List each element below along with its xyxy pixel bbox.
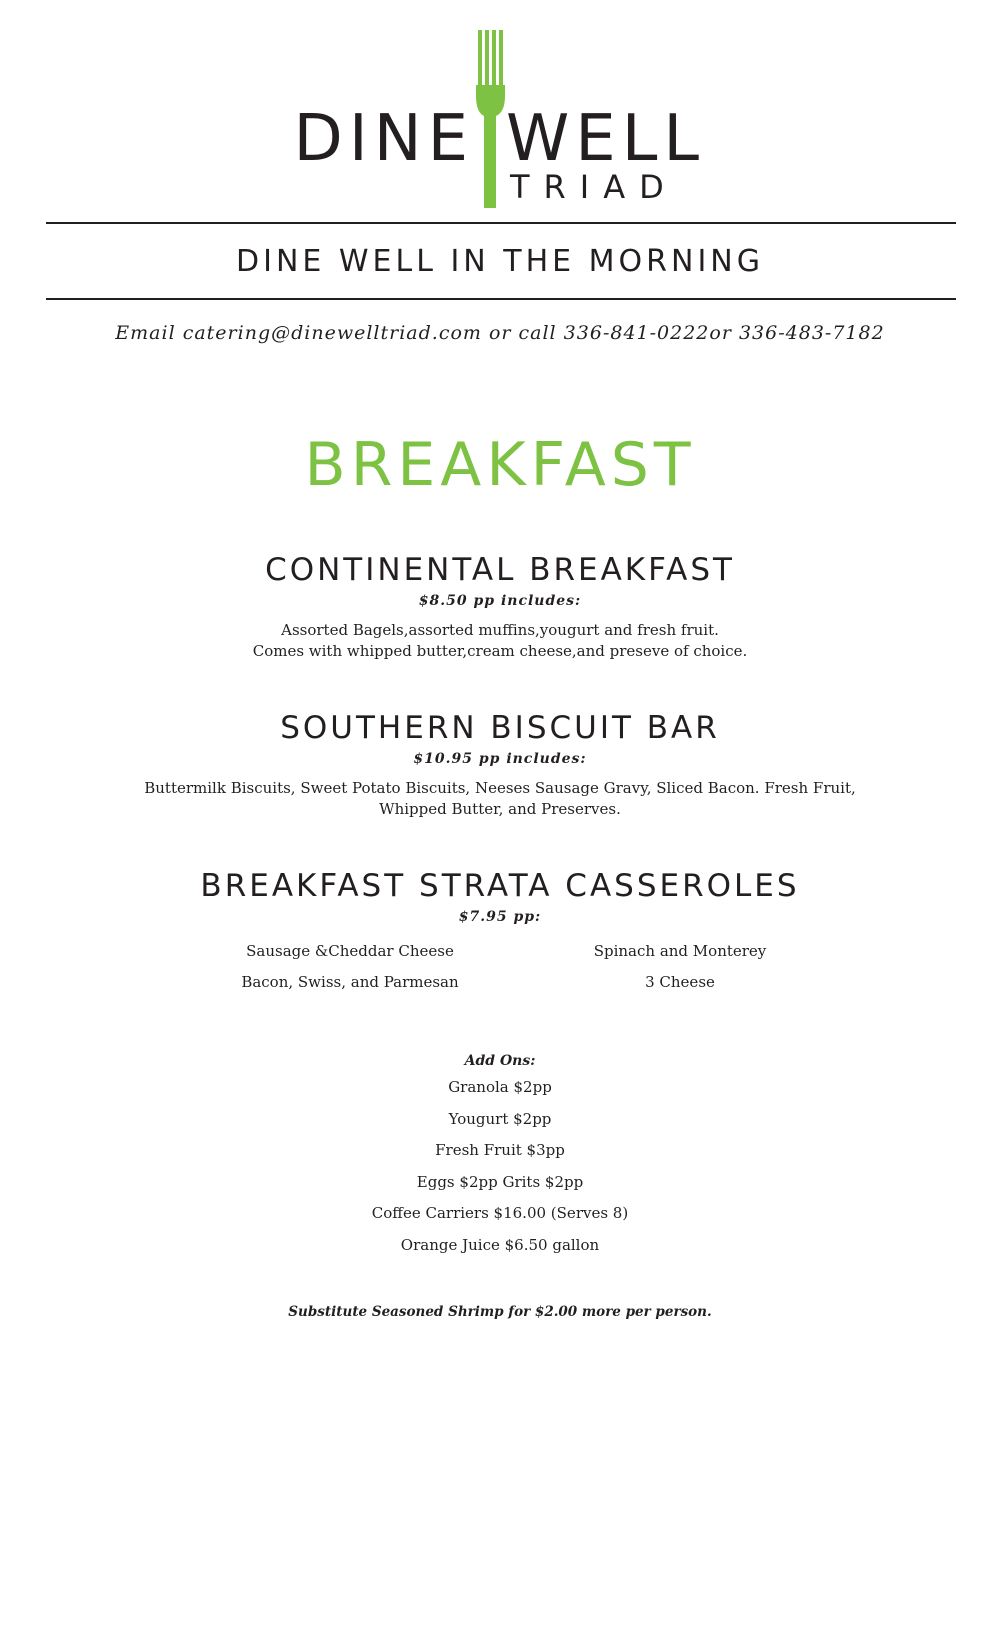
item-name: BREAKFAST STRATA CASSEROLES	[200, 868, 800, 904]
strata-option: Spinach and Monterey	[593, 942, 767, 960]
substitution-note: Substitute Seasoned Shrimp for $2.00 more per person.	[288, 1304, 712, 1320]
item-price: $8.50 pp includes:	[418, 593, 582, 609]
description-line: Assorted Bagels,assorted muffins,yougurt and fresh fruit.	[281, 621, 719, 639]
item-description	[0, 620, 1000, 662]
menu-item-strata	[0, 866, 1000, 928]
description-line: Buttermilk Biscuits, Sweet Potato Biscuits, Neeses Sausage Gravy, Sliced Bacon. Fresh Fruit,	[144, 779, 856, 797]
tagline: DINE WELL IN THE MORNING	[236, 244, 764, 279]
item-name: CONTINENTAL BREAKFAST	[265, 552, 735, 588]
header-rule-top	[46, 222, 956, 224]
strata-option: Bacon, Swiss, and Parmesan	[241, 973, 459, 991]
item-price: $10.95 pp includes:	[413, 751, 587, 767]
header-rule-bottom	[46, 298, 956, 300]
logo	[0, 30, 1000, 220]
addon-item: Eggs $2pp Grits $2pp	[416, 1172, 584, 1191]
addons	[0, 1050, 1000, 1261]
strata-option: 3 Cheese	[645, 973, 715, 991]
section-title: BREAKFAST	[304, 430, 696, 500]
addon-item: Fresh Fruit $3pp	[435, 1141, 565, 1159]
fork-icon	[476, 30, 505, 208]
addon-item: Granola $2pp	[448, 1078, 552, 1096]
logo-word-dine: DINE	[293, 102, 474, 176]
addon-item: Orange Juice $6.50 gallon	[400, 1235, 600, 1254]
contact-line: Email catering@dinewelltriad.com or call 336-841-0222or 336-483-7182	[115, 322, 885, 344]
logo-word-well: WELL	[506, 102, 706, 176]
logo-word-triad: TRIAD	[510, 168, 678, 206]
addons-title: Add Ons:	[464, 1053, 536, 1069]
description-line: Comes with whipped butter,cream cheese,and preseve of choice.	[252, 642, 748, 660]
addon-item: Coffee Carriers $16.00 (Serves 8)	[371, 1204, 629, 1222]
strata-option: Sausage &Cheddar Cheese	[246, 942, 454, 960]
menu-item-continental	[0, 550, 1000, 662]
item-name: SOUTHERN BISCUIT BAR	[280, 710, 720, 746]
logo-mark	[293, 30, 706, 220]
item-description	[0, 778, 1000, 820]
menu-item-biscuit-bar	[0, 708, 1000, 820]
addon-item: Yougurt $2pp	[448, 1109, 552, 1128]
description-line: Whipped Butter, and Preserves.	[379, 800, 621, 818]
item-price: $7.95 pp:	[458, 909, 542, 925]
